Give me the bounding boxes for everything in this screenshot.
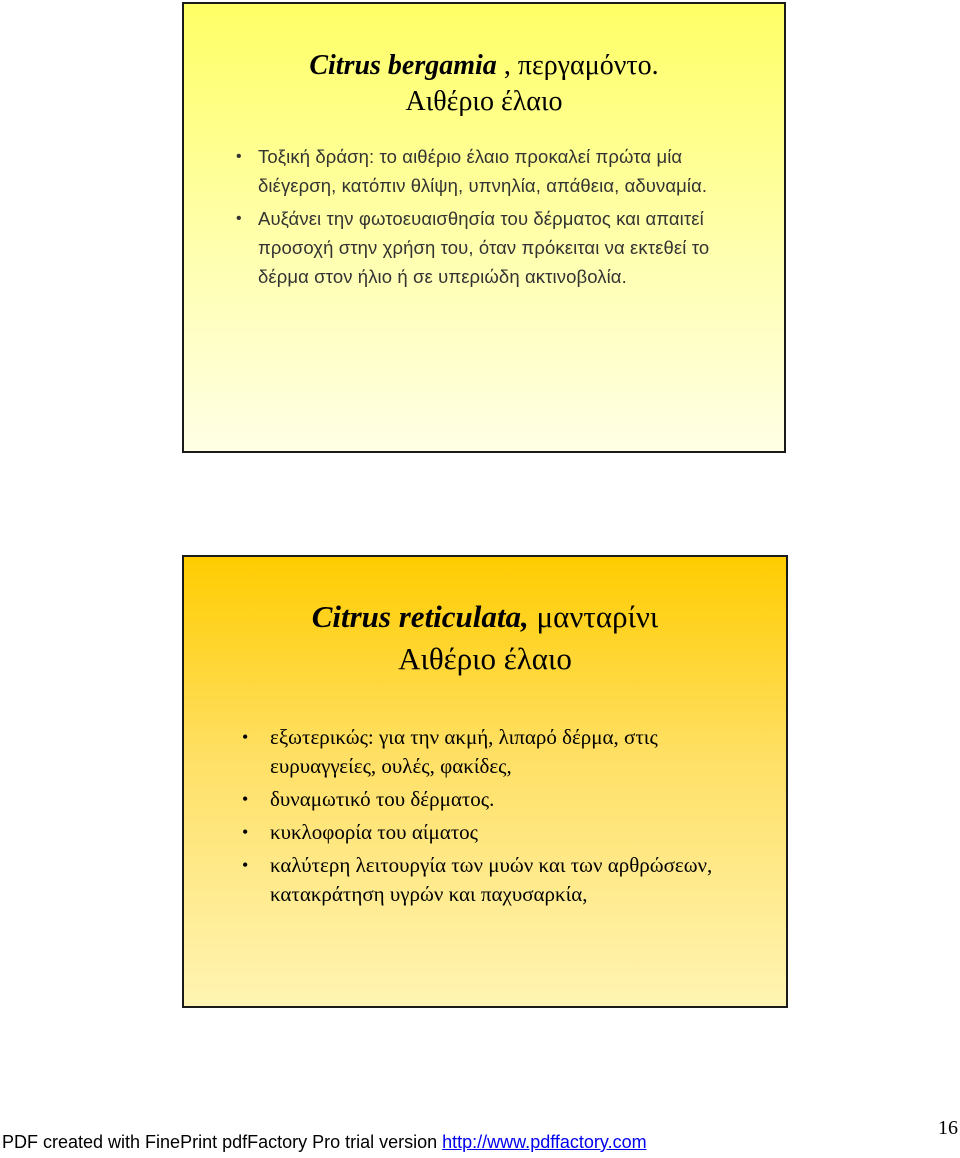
slide-title: [184, 48, 784, 120]
bullet-list: [236, 723, 766, 909]
list-item-text: εξωτερικώς: για την ακμή, λιπαρό δέρμα, στις ευρυαγγείες, ουλές, φακίδες,: [270, 725, 658, 778]
list-item-text: δυναμωτικό του δέρματος.: [270, 787, 495, 811]
bullet-icon: •: [242, 855, 249, 875]
list-item: [228, 204, 748, 291]
list-item-text: καλύτερη λειτουργία των μυών και των αρθρώσεων, κατακράτηση υγρών και παχυσαρκία,: [270, 853, 713, 906]
list-item-text: Τοξική δράση: το αιθέριο έλαιο προκαλεί πρώτα μία διέγερση, κατόπιν θλίψη, υπνηλία, απάθεια, αδυναμία.: [258, 146, 708, 196]
bullet-icon: •: [236, 148, 242, 165]
bullet-icon: •: [236, 210, 242, 227]
slide-title-line: [184, 596, 786, 638]
latin-name: Citrus bergamia: [309, 50, 497, 81]
list-item-text: Αυξάνει την φωτοευαισθησία του δέρματος και απαιτεί προσοχή στην χρήση του, όταν πρόκειται να εκτεθεί το δέρμα στον ήλιο ή σε υπεριώδη ακτινοβολία.: [258, 208, 710, 287]
common-name: , περγαμόντο.: [496, 50, 659, 81]
page-number: 16: [938, 1117, 958, 1139]
slide-subtitle: Αιθέριο έλαιο: [405, 86, 563, 117]
pdf-footer: [2, 1131, 647, 1153]
latin-name: Citrus reticulata,: [311, 599, 529, 634]
bullet-icon: •: [242, 822, 249, 842]
list-item-text: κυκλοφορία του αίματος: [270, 820, 479, 844]
slide-subtitle: Αιθέριο έλαιο: [398, 641, 572, 676]
list-item: [236, 785, 766, 814]
list-item: [228, 142, 748, 200]
slide-title-line: [184, 48, 784, 84]
slide-mandarin: [182, 555, 788, 1008]
slide-bergamot: [182, 2, 786, 453]
bullet-icon: •: [242, 789, 249, 809]
list-item: [236, 723, 766, 781]
footer-text: PDF created with FinePrint pdfFactory Pro trial version: [2, 1132, 443, 1152]
footer-link[interactable]: http://www.pdffactory.com: [442, 1132, 647, 1152]
common-name: μανταρίνι: [528, 599, 659, 634]
list-item: [236, 851, 766, 909]
list-item: [236, 818, 766, 847]
bullet-list: [228, 142, 748, 291]
bullet-icon: •: [242, 727, 249, 747]
slide-title: [184, 596, 786, 680]
